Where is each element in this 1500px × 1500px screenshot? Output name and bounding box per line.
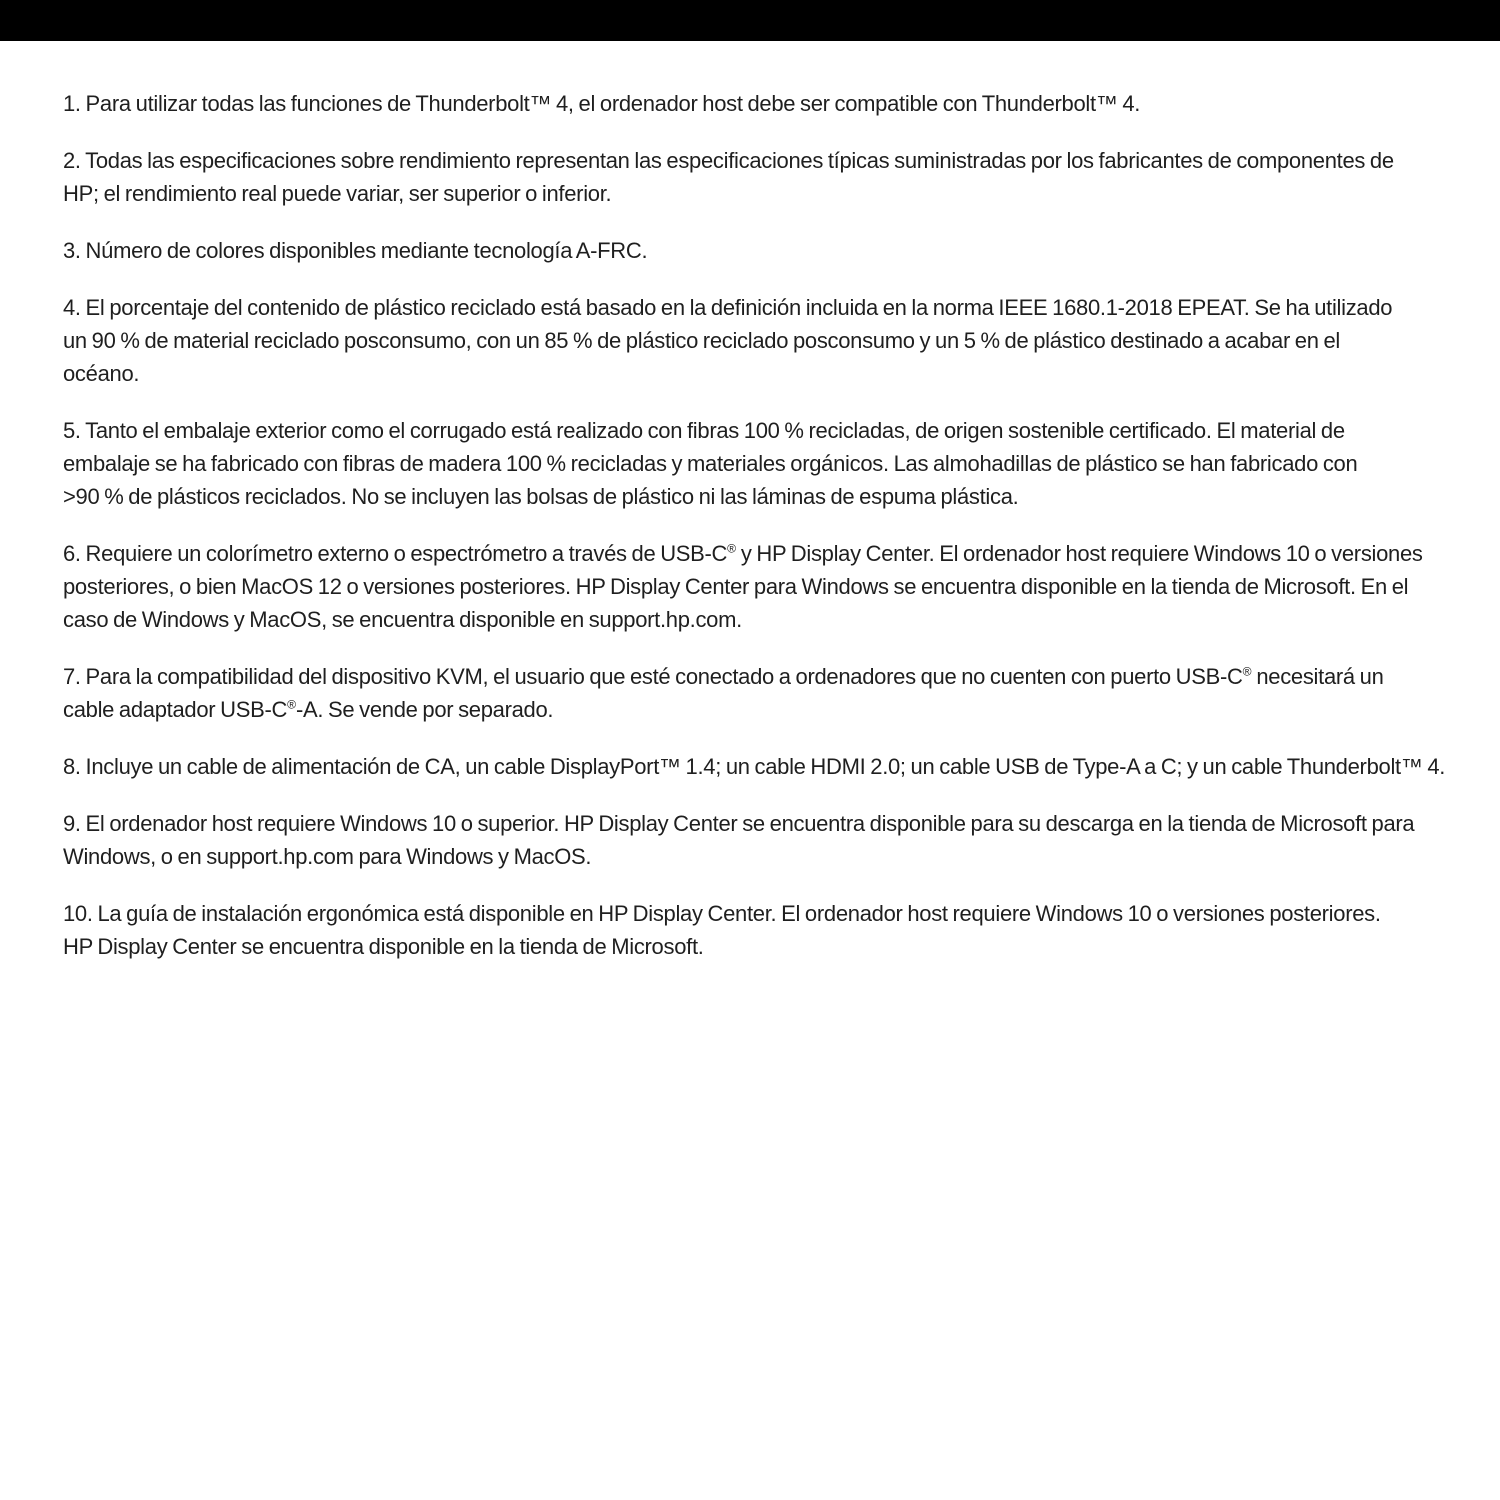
footnote-line: 7. Para la compatibilidad del dispositivo KVM, el usuario que esté conectado a ordenadores que no cuenten con puerto USB-C® necesitará un [63,664,1384,689]
footnotes-section [0,41,1500,987]
footnote-paragraph [63,897,1458,963]
footnote-line: caso de Windows y MacOS, se encuentra disponible en support.hp.com. [63,607,742,632]
footnote-paragraph [63,537,1458,636]
footnote-paragraph [63,750,1458,783]
footnote-line: 4. El porcentaje del contenido de plástico reciclado está basado en la definición incluida en la norma IEEE 1680.1-2018 EPEAT. Se ha utilizado [63,295,1393,320]
registered-trademark-mark: ® [1242,664,1252,679]
footnote-line: posteriores, o bien MacOS 12 o versiones posteriores. HP Display Center para Windows se encuentra disponible en la tienda de Microsoft. En el [63,574,1409,599]
footnote-line: HP Display Center se encuentra disponible en la tienda de Microsoft. [63,934,704,959]
footnote-paragraph [63,660,1458,726]
footnote-paragraph [63,807,1458,873]
footnote-line: Windows, o en support.hp.com para Windows y MacOS. [63,844,592,869]
footnote-line: HP; el rendimiento real puede variar, ser superior o inferior. [63,181,612,206]
registered-trademark-mark: ® [287,697,296,712]
footnote-paragraph [63,87,1458,120]
footnote-line: 8. Incluye un cable de alimentación de CA, un cable DisplayPort™ 1.4; un cable HDMI 2.0; un cable USB de Type-A a C; y un cable Thunderbolt™ 4. [63,754,1446,779]
footnote-paragraph [63,291,1458,390]
top-bar [0,0,1500,41]
footnote-line: cable adaptador USB-C®-A. Se vende por separado. [63,697,554,722]
registered-trademark-mark: ® [727,541,737,556]
footnote-line: embalaje se ha fabricado con fibras de madera 100 % recicladas y materiales orgánicos. Las almohadillas de plástico se han fabricado con [63,451,1358,476]
footnote-line: 5. Tanto el embalaje exterior como el corrugado está realizado con fibras 100 % recicladas, de origen sostenible certificado. El material de [63,418,1345,443]
footnote-line: océano. [63,361,140,386]
footnote-line: 1. Para utilizar todas las funciones de Thunderbolt™ 4, el ordenador host debe ser compatible con Thunderbolt™ 4. [63,91,1141,116]
footnote-paragraph [63,414,1458,513]
footnote-line: 10. La guía de instalación ergonómica está disponible en HP Display Center. El ordenador host requiere Windows 10 o versiones posteriores. [63,901,1381,926]
footnote-line: 9. El ordenador host requiere Windows 10 o superior. HP Display Center se encuentra disponible para su descarga en la tienda de Microsoft para [63,811,1415,836]
footnote-line: 6. Requiere un colorímetro externo o espectrómetro a través de USB-C® y HP Display Center. El ordenador host requiere Windows 10 o versiones [63,541,1423,566]
footnote-line: >90 % de plásticos reciclados. No se incluyen las bolsas de plástico ni las láminas de espuma plástica. [63,484,1019,509]
footnote-line: un 90 % de material reciclado posconsumo, con un 85 % de plástico reciclado posconsumo y un 5 % de plástico destinado a acabar en el [63,328,1340,353]
footnote-line: 2. Todas las especificaciones sobre rendimiento representan las especificaciones típicas suministradas por los fabricantes de componentes de [63,148,1394,173]
footnote-paragraph [63,144,1458,210]
footnote-line: 3. Número de colores disponibles mediante tecnología A-FRC. [63,238,648,263]
footnote-paragraph [63,234,1458,267]
